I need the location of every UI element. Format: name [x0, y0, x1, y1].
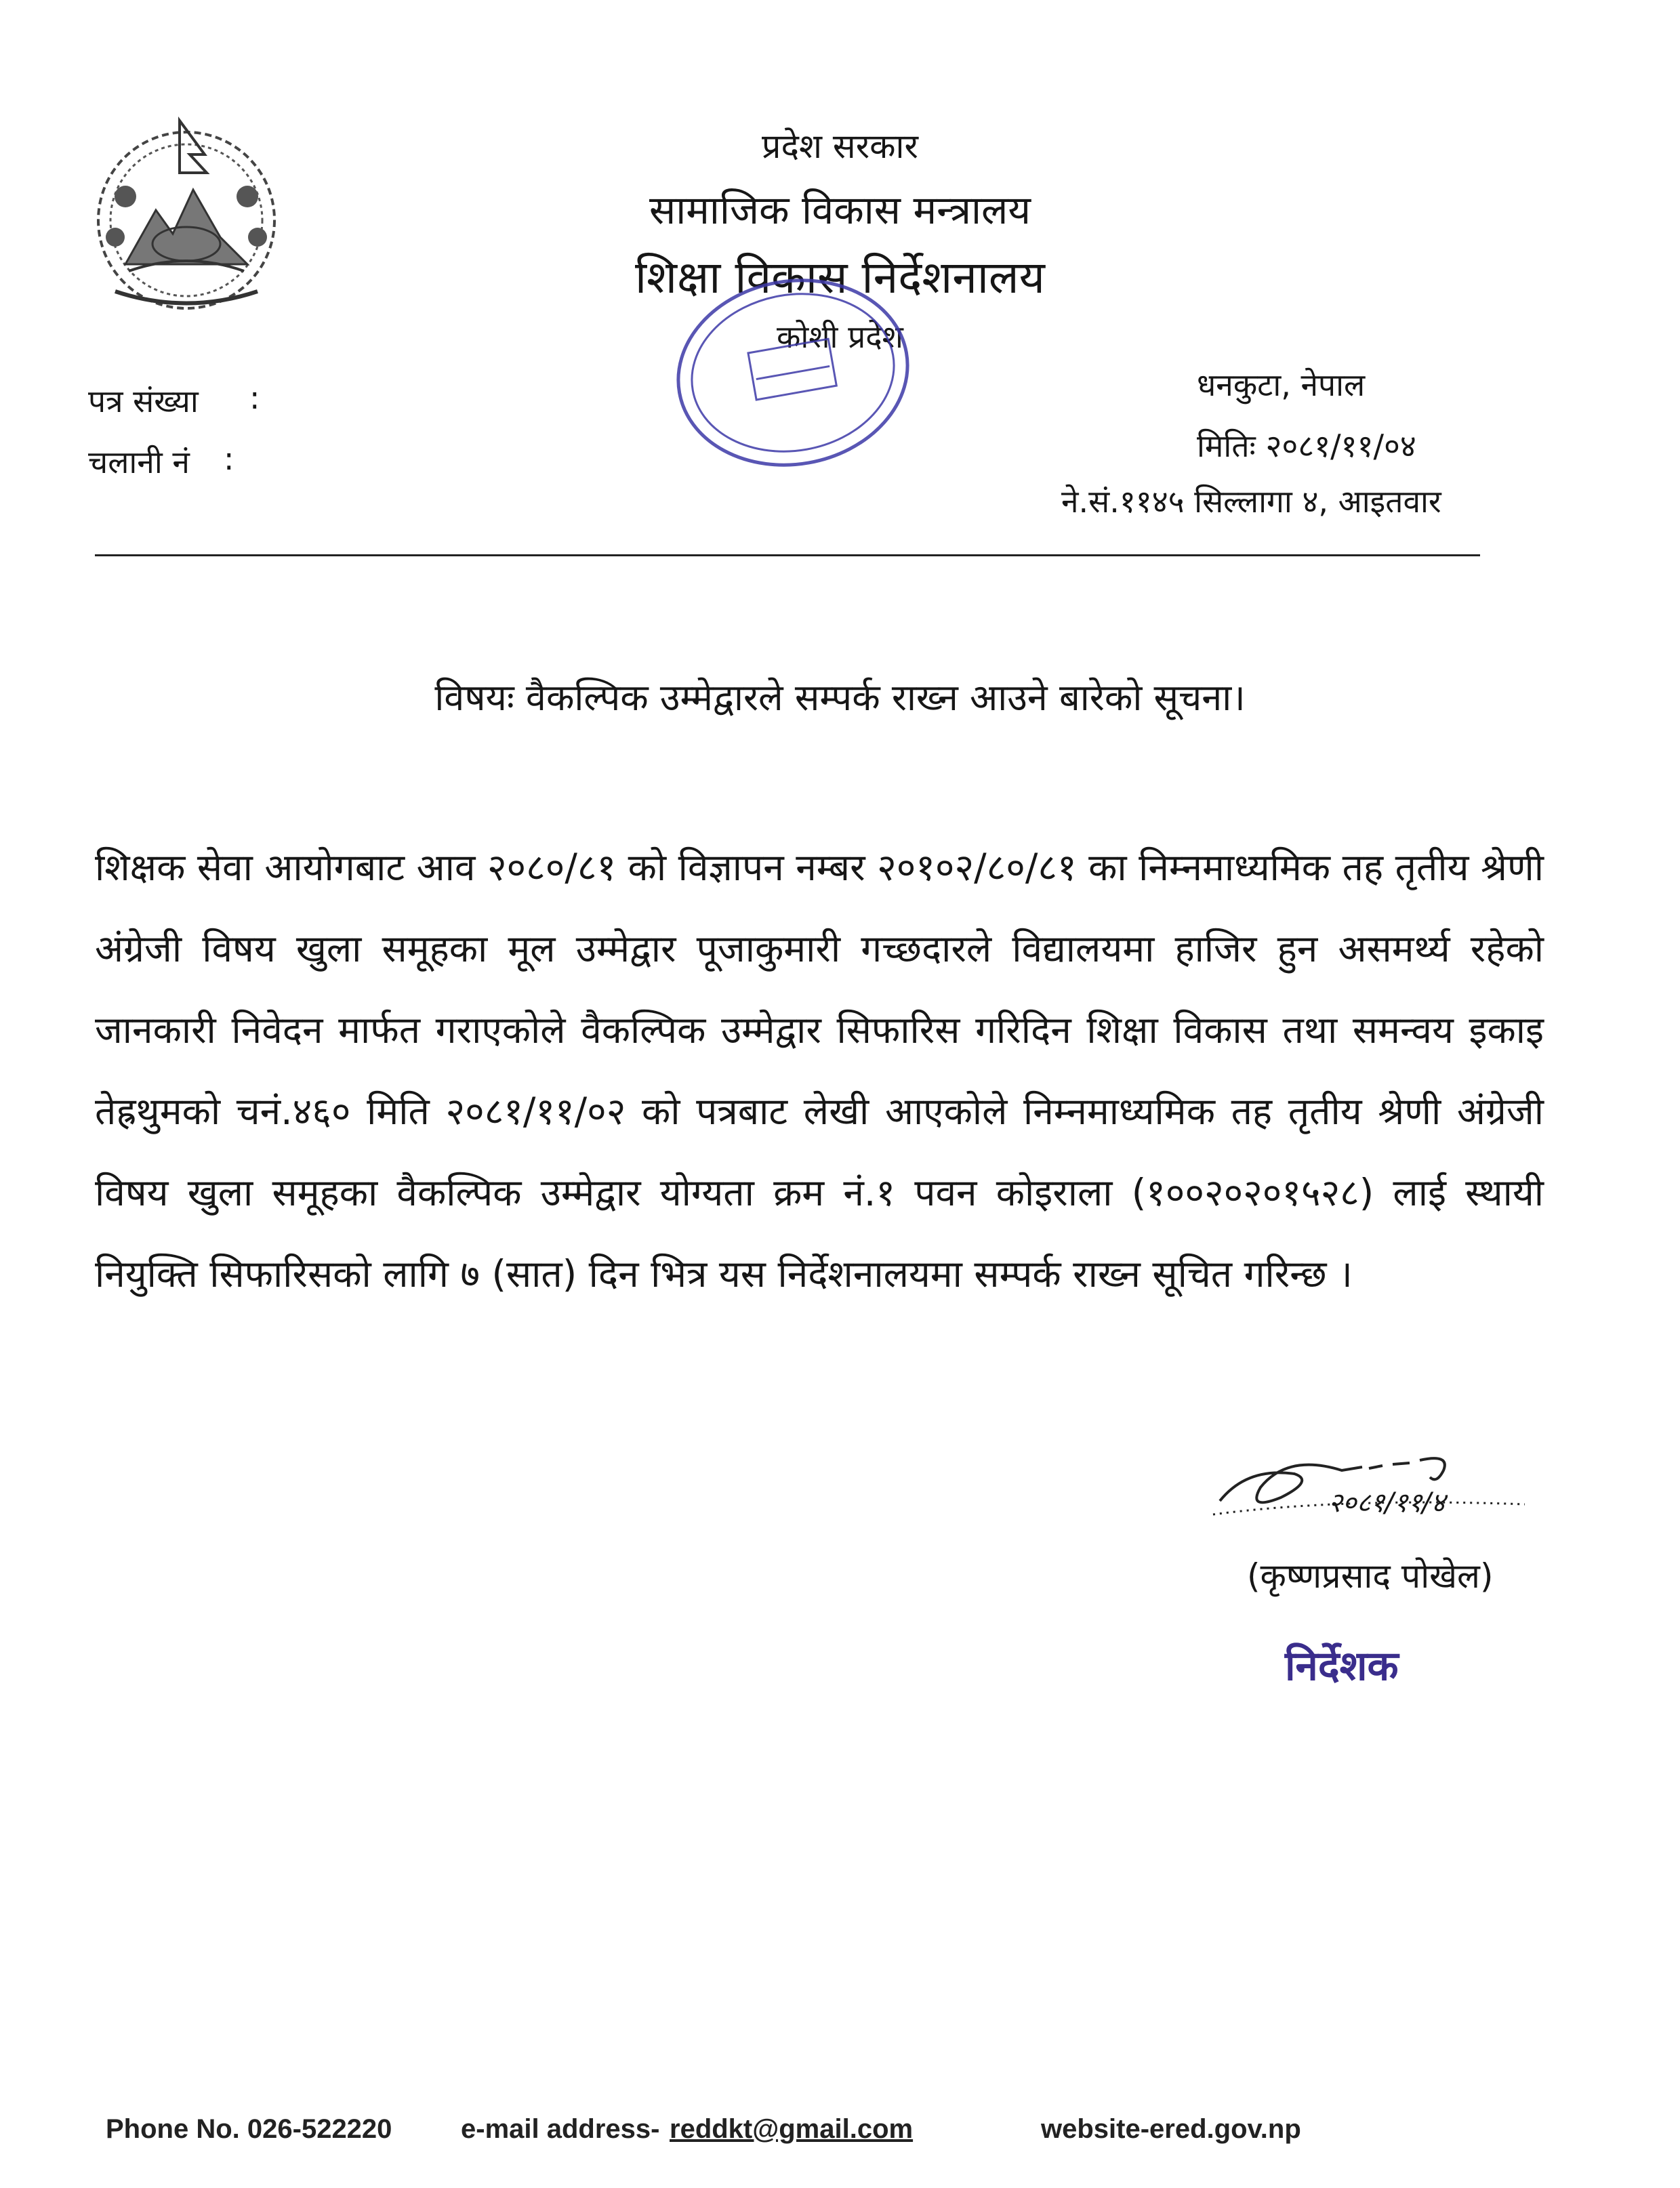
date: मितिः २०८१/११/०४ [1197, 428, 1416, 464]
handwritten-date: २०८१/११/४ [1328, 1487, 1446, 1519]
footer-phone: Phone No. 026-522220 [106, 2114, 392, 2144]
notice-body: शिक्षक सेवा आयोगबाट आव २०८०/८१ को विज्ञापन नम्बर २०१०२/८०/८१ का निम्नमाध्यमिक तह तृतीय श्रेणी अंग्रेजी विषय खुला समूहका मूल उम्मेद्वार पूजाकुमारी गच्छदारले विद्यालयमा हाजिर हुन असमर्थ्य रहेको जानकारी निवेदन मार्फत गराएकोले वैकल्पिक उम्मेद्वार सिफारिस गरिदिन शिक्षा विकास तथा समन्वय इकाइ तेह्रथुमको चनं.४६० मिति २०८१/११/०२ को पत्रबाट लेखी आएकोले निम्नमाध्यमिक तह तृतीय श्रेणी अंग्रेजी विषय खुला समूहका वैकल्पिक उम्मेद्वार योग्यता क्रम नं.१ पवन कोइराला (१००२०२०१५२८) लाई स्थायी नियुक्ति सिफारिसको लागि ७ (सात) दिन भित्र यस निर्देशनालयमा सम्पर्क राख्न सूचित गरिन्छ । [95, 846, 1544, 1296]
signatory-name: (कृष्णप्रसाद पोखेल) [1247, 1556, 1494, 1596]
signatory-designation: निर्देशक [1285, 1643, 1399, 1690]
subject-line: विषयः वैकल्पिक उम्मेद्वारले सम्पर्क राख्न आउने बारेको सूचना। [434, 676, 1246, 719]
footer-email-link[interactable]: reddkt@gmail.com [670, 2114, 914, 2144]
nepal-sambat-date: ने.सं.११४५ सिल्लागा ४, आइतवार [1061, 483, 1441, 520]
office-stamp [655, 251, 931, 494]
footer-website[interactable]: website-ered.gov.np [1041, 2114, 1301, 2144]
header-divider [95, 554, 1480, 556]
chalani-sep: : [224, 440, 234, 477]
place: धनकुटा, नेपाल [1197, 367, 1366, 403]
patra-sankhya-label: पत्र संख्या [88, 383, 199, 419]
header-line-1: प्रदेश सरकार [762, 127, 918, 166]
patra-sankhya-sep: : [249, 379, 260, 416]
chalani-label: चलानी नं [88, 444, 190, 480]
footer-email-label: e-mail address- [461, 2114, 660, 2144]
header-line-4: कोशी प्रदेश [777, 318, 903, 355]
header-line-3: शिक्षा विकास निर्देशनालय [635, 251, 1045, 304]
header-line-2: सामाजिक विकास मन्त्रालय [649, 187, 1031, 233]
